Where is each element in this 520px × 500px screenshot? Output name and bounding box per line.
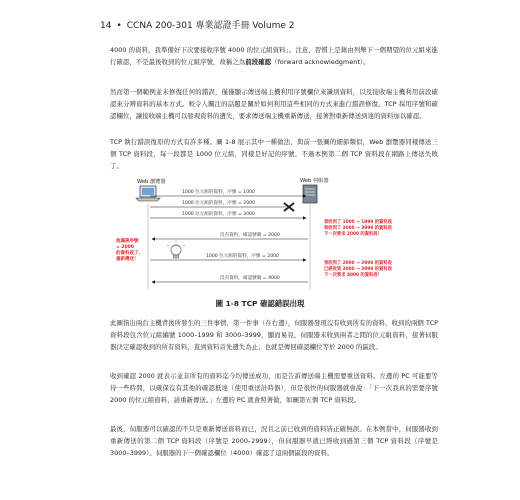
lightbulb-icon [167, 240, 185, 258]
paragraph-ack-2000: 收到確認 2000 就表示並非所有的資料迄今均傳送成功，而是告訴傳送端主機需要重送資料。左邊的 PC 可能要等待一些時間，以確保沒有其他的確認抵達（使用重送計時器），但是很快的伺服器就會說：「下一次我真的需要序號 2000 的位元組資料，請重新傳送。」左邊的 PC 就會照著做，如圖第五個 TCP 資料段。 [110, 372, 438, 404]
book-title: CCNA 200-301 專業認證手冊 Volume 2 [126, 21, 295, 31]
segment-6-label: 沒有資料，確認號碼 = 4000 [220, 276, 280, 281]
segment-2-label: 1000 位元組的資料，序號 = 2000 [182, 201, 255, 206]
web-server-icon [303, 185, 317, 203]
server-note-2-line-3: 下一次要求 4000 的資料段！ [324, 273, 382, 278]
server-note-2-line-1: 我收到了 2000 → 2999 的資料段 [324, 261, 392, 266]
left-host-label: Web 瀏覽器 [137, 179, 166, 185]
paragraph-three-events: 此圖指出兩台主機背後所發生的三件事情，第一件事（在右邊），伺服器發現沒有收到所有的資料，收到的兩個 TCP 資料段包含位元組編號 1000–1999 和 3000–3999，顯而易見，伺服器未收到兩者之間的位元組資料，接著伺服器決定確認收到的所有資料，直到資料首先遺失為止；也就是傳回確認欄位等於 2000 的區段。 [110, 319, 438, 351]
server-note-2-line-2: 已經收到 3000 → 3999 的資料段 [324, 267, 392, 272]
segment-4-label: 沒有資料，確認號碼 = 2000 [220, 233, 280, 238]
paragraph-figure-intro: TCP 執行錯誤復原的方式有許多種。圖 1-8 展示其中一種做法，與前一張圖的細節類似，Web 瀏覽器同樣傳送三個 TCP 資料段，每一段都是 1000 位元組，同樣是好記的序號。不過本例第二個 TCP 資料段在網路上傳送失敗了。 [110, 138, 438, 170]
figure-caption: 圖 1-8 TCP 確認錯誤出現 [215, 299, 305, 308]
web-browser-laptop-icon [136, 186, 160, 201]
client-note-line-4: 重新傳送！ [116, 257, 139, 262]
server-note-2 [324, 259, 393, 278]
right-host-label: Web 伺服器 [300, 178, 329, 184]
p1-text-a: 4000 的資料，我準備好下次要接收序號 4000 的位元組資料」。注意，習慣上是藉由列舉下一個期望的位元組來進行確認，不是最後收到的位元組序號，故稱之為 [110, 46, 438, 66]
segment-3-label: 1000 位元組的資料，序號 = 3000 [182, 212, 255, 217]
header-bullet: • [116, 21, 122, 31]
segment-5-label: 1000 位元組的資料，序號 = 2000 [206, 254, 279, 259]
paragraph-error-recovery: 然而第一個範例並未修復任何的錯誤，僅僅顯示傳送端主機利用序號欄位來識別資料，以及接收端主機利用前段確認來分辨資料的基本方式。較令人關注的話題是關於如何利用這些相同的方式來進行錯誤修復。TCP 採用序號和確認欄位，讓接收端主機可以發現資料的遺失，要求傳送端主機重新傳送，接著對重新傳送到達的資料加以確認。 [110, 88, 438, 120]
server-note-1-line-2: 我收到了 3000 → 3999 的資料段 [324, 226, 392, 231]
client-note [116, 237, 143, 262]
client-note-line-2: = 2000 [116, 245, 134, 250]
running-header [100, 18, 440, 31]
server-note-1-line-3: 下一次要求 2000 的資料段！ [324, 232, 382, 237]
page-number: 14 [100, 21, 112, 31]
client-note-line-3: 的資料段了， [116, 251, 143, 256]
term-forward-ack: 前段確認 [245, 58, 272, 66]
p1-text-b: （forward acknowledgment）。 [271, 58, 370, 66]
tcp-ack-diagram [110, 176, 438, 294]
paragraph-final-ack: 最後，伺服器可以確認的不只是重新傳送資料而已，況且之前已收到的資料皆正確無誤。在本例當中，伺服器收到重新傳送的第二個 TCP 資料段（序號是 2000–2999），但伺服器早就已經收到過第三個 TCP 資料段（序號是 3000–3999）。伺服器的下一個確認欄位（4000）確認了這兩個區段的資料。 [110, 425, 438, 457]
server-note-1-line-1: 我收到了 1000 → 1999 的資料段 [324, 220, 392, 225]
segment-1-label: 1000 位元組的資料，序號 = 1000 [182, 190, 255, 195]
client-note-line-1: 他漏接序號 [116, 239, 139, 244]
paragraph-forward-ack [110, 44, 438, 68]
server-note-1 [324, 218, 393, 237]
